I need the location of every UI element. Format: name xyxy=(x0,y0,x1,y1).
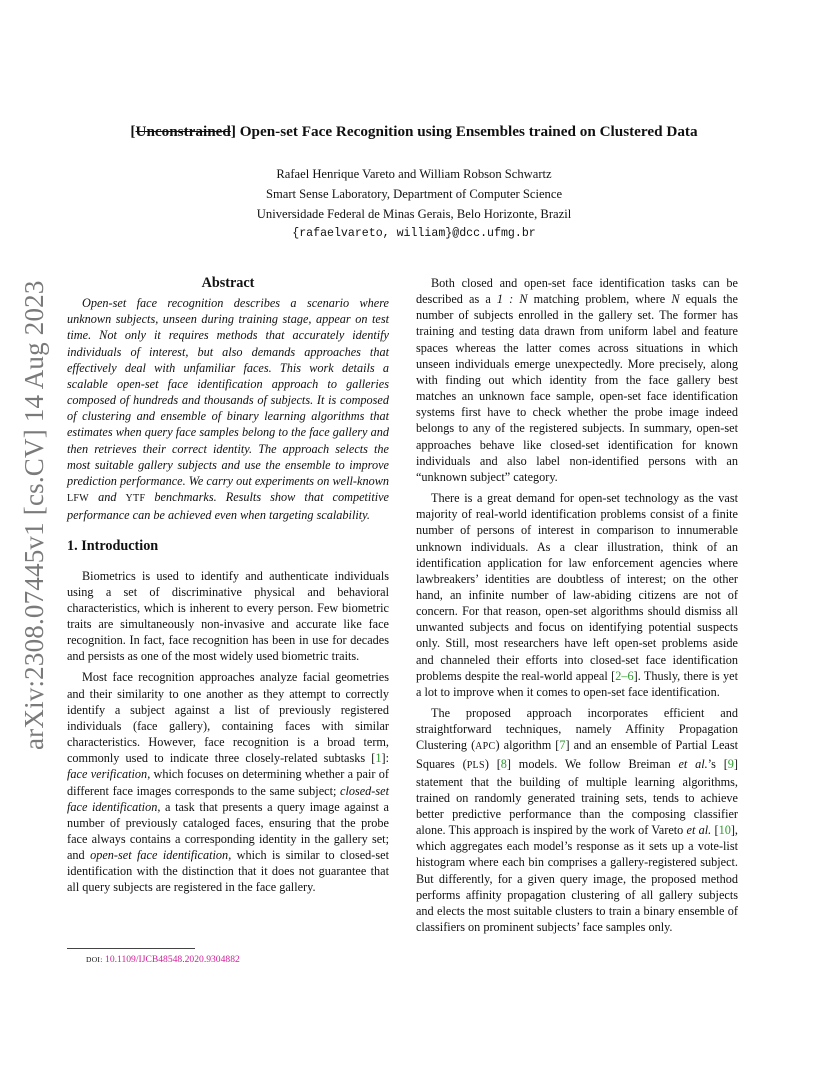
author-lab: Smart Sense Laboratory, Department of Computer Science xyxy=(265,187,563,201)
author-email: {rafaelvareto, william}@dcc.ufmg.br xyxy=(292,227,536,240)
citation-link[interactable]: 9 xyxy=(727,756,734,771)
doi-link[interactable]: 10.1109/IJCB48548.2020.9304882 xyxy=(105,954,240,965)
footnote-doi: DOI: 10.1109/IJCB48548.2020.9304882 xyxy=(86,954,240,965)
intro-paragraph-1: Biometrics is used to identify and authenticate individuals using a set of discriminative physical and behavioral characteristics, which is inherent to every person. Few biometric traits are simultaneously non-invasive and accurate like face recognition. In fact, face recognition has been in use for decades and persists as one of the most widely used biometric traits. xyxy=(67,568,389,664)
right-paragraph-1: Both closed and open-set face identification tasks can be described as a 1 : N matching problem, where N equals the number of subjects enrolled in the gallery set. The former has training and testing data drawn from uniform label and feature spaces whereas the latter comes across situations in which unseen individuals emerge unexpectedly. More precisely, along with finding out which identity from the face gallery best matches an unknown face sample, open-set face identification systems first have to check whether the probe image indeed belongs to any of the registered subjects. In summary, open-set approaches behave like closed-set identification for known individuals and also label non-identified persons with an “unknown subject” category. xyxy=(416,276,738,484)
section-heading-introduction: 1. Introduction xyxy=(67,538,159,555)
right-paragraph-3: The proposed approach incorporates efficient and straightforward techniques, namely Affinity Propagation Clustering (APC) algorithm [7] and an ensemble of Partial Least Squares (PLS) [8] models. We follow Breiman et al.’s [9] statement that the building of multiple learning algorithms, trained on randomly generated training sets, tends to achieve better predictive performance than the composing classifier alone. This approach is inspired by the work of Vareto et al. [10], which aggregates each model’s response as it sets up a vote-list histogram where each bin comprises a gallery-registered subject. But differently, for a given query image, the proposed method performs affinity propagation clustering of all gallery subjects and elects the most suitable clusters to train a binary ensemble of classifiers on prominent subjects’ face samples only. xyxy=(416,706,738,935)
right-paragraph-2: There is a great demand for open-set technology as the vast majority of real-world identification problems consist of a finite number of persons of interest in comparison to innumerable unknown individuals. As a clear illustration, think of an identification application for law enforcement agencies where lawbreakers’ identities are doubtless of interest; on the other hand, an infinite number of law-abiding citizens are not of concern. For that reason, open-set algorithms should dismiss all unwanted subjects and focus on identifying potential suspects only. Still, most researchers have left open-set problems aside and channeled their efforts into closed-set face identification problems despite the real-world appeal [2–6]. Thusly, there is yet a lot to improve when it comes to open-set face identification. xyxy=(416,491,738,699)
abstract-heading: Abstract xyxy=(201,275,255,291)
author-names: Rafael Henrique Vareto and William Robson Schwartz xyxy=(276,167,552,181)
right-column xyxy=(416,275,738,940)
paper-title: [Unconstrained] Open-set Face Recognition using Ensembles trained on Clustered Data xyxy=(130,123,698,140)
citation-link[interactable]: 1 xyxy=(375,751,382,766)
arxiv-identifier: arXiv:2308.07445v1 [cs.CV] 14 Aug 2023 xyxy=(19,280,49,750)
citation-link[interactable]: 10 xyxy=(718,823,731,838)
author-university: Universidade Federal de Minas Gerais, Belo Horizonte, Brazil xyxy=(256,207,572,221)
citation-link[interactable]: 2–6 xyxy=(615,668,634,683)
footnote-divider xyxy=(67,948,195,949)
intro-paragraph-2: Most face recognition approaches analyze facial geometries and their similarity to one another as they attempt to correctly identify a subject against a list of previously registered individuals (face gallery), containing faces with similar characteristics. However, face recognition is a broad term, commonly used to indicate three closely-related subtasks [1]: face verification, which focuses on determining whether a pair of different face images corresponds to the same subject; closed-set face identification, a task that presents a query image against a number of previously cataloged faces, ensuring that the probe face always contains a corresponding identity in the gallery set; and open-set face identification, which is similar to closed-set identification with the distinction that it does not guarantee that all query subjects are registered in the face gallery. xyxy=(67,670,389,895)
author-block xyxy=(60,164,768,244)
citation-link[interactable]: 8 xyxy=(500,756,507,771)
citation-link[interactable]: 7 xyxy=(559,738,566,753)
left-column xyxy=(67,275,389,901)
abstract-text: Open-set face recognition describes a scenario where unknown subjects, unseen during training stage, appear on test time. Not only it requires methods that accurately identify individuals of interest, but also demands approaches that effectively deal with unfamiliar faces. This work details a scalable open-set face identification approach to galleries composed of hundreds and thousands of subjects. It is composed of clustering and ensemble of binary learning algorithms that estimates when query face samples belong to the face gallery and then retrieves their correct identity. The approach selects the most suitable gallery subjects and use the ensemble to improve prediction performance. We carry out experiments on well-known LFW and YTF benchmarks. Results show that competitive performance can be achieved even when targeting scalability. xyxy=(67,296,389,523)
